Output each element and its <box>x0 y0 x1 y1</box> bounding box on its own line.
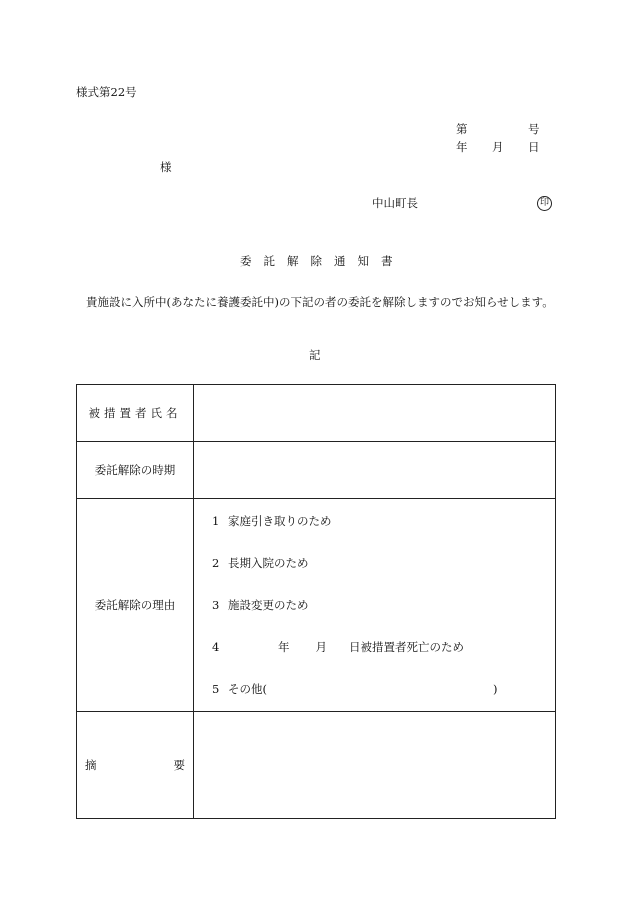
reason-year: 年 <box>278 640 290 654</box>
label-cancel-reason: 委託解除の理由 <box>77 499 194 712</box>
record-heading: 記 <box>309 348 321 362</box>
notice-body: 貴施設に入所中(あなたに養護委託中)の下記の者の委託を解除しますのでお知らせします。 <box>86 295 554 309</box>
reason-close-paren: ) <box>493 682 498 696</box>
reason-number: 3 <box>212 598 220 612</box>
addressee-suffix: 様 <box>160 160 172 174</box>
table-row-name <box>77 385 556 442</box>
label-summary-left: 摘 <box>85 758 97 772</box>
date-month: 月 <box>492 140 504 154</box>
table-row-summary <box>77 712 556 819</box>
doc-number-prefix: 第 <box>456 122 468 136</box>
value-cancel-period <box>194 442 556 499</box>
reason-text: 長期入院のため <box>228 556 309 570</box>
reason-text: 家庭引き取りのため <box>228 514 332 528</box>
label-summary <box>77 712 194 819</box>
reason-number: 5 <box>212 682 220 696</box>
doc-number-suffix: 号 <box>528 122 540 136</box>
value-person-name <box>194 385 556 442</box>
document-title: 委託解除通知書 <box>240 254 405 268</box>
reason-number: 4 <box>212 640 220 654</box>
reason-number: 1 <box>212 514 220 528</box>
reason-item-other <box>194 668 555 710</box>
reason-text: その他( <box>228 682 267 696</box>
reason-item <box>194 542 555 584</box>
reason-item <box>194 584 555 626</box>
date-day: 日 <box>528 140 540 154</box>
label-person-name: 被措置者氏名 <box>77 385 194 442</box>
reason-item-death <box>194 626 555 668</box>
reason-item <box>194 500 555 542</box>
reason-number: 2 <box>212 556 220 570</box>
notice-table <box>76 384 556 819</box>
reason-month: 月 <box>315 640 327 654</box>
value-summary <box>194 712 556 819</box>
reason-day-text: 日被措置者死亡のため <box>349 640 464 654</box>
seal-mark: 印 <box>537 196 552 211</box>
reason-text: 施設変更のため <box>228 598 309 612</box>
table-row-reason <box>77 499 556 712</box>
reason-list <box>194 499 556 712</box>
issuer-name: 中山町長 <box>372 196 418 210</box>
label-summary-right: 要 <box>173 758 185 772</box>
label-cancel-period: 委託解除の時期 <box>77 442 194 499</box>
form-number: 様式第22号 <box>76 85 137 99</box>
table-row-period <box>77 442 556 499</box>
date-year: 年 <box>456 140 468 154</box>
